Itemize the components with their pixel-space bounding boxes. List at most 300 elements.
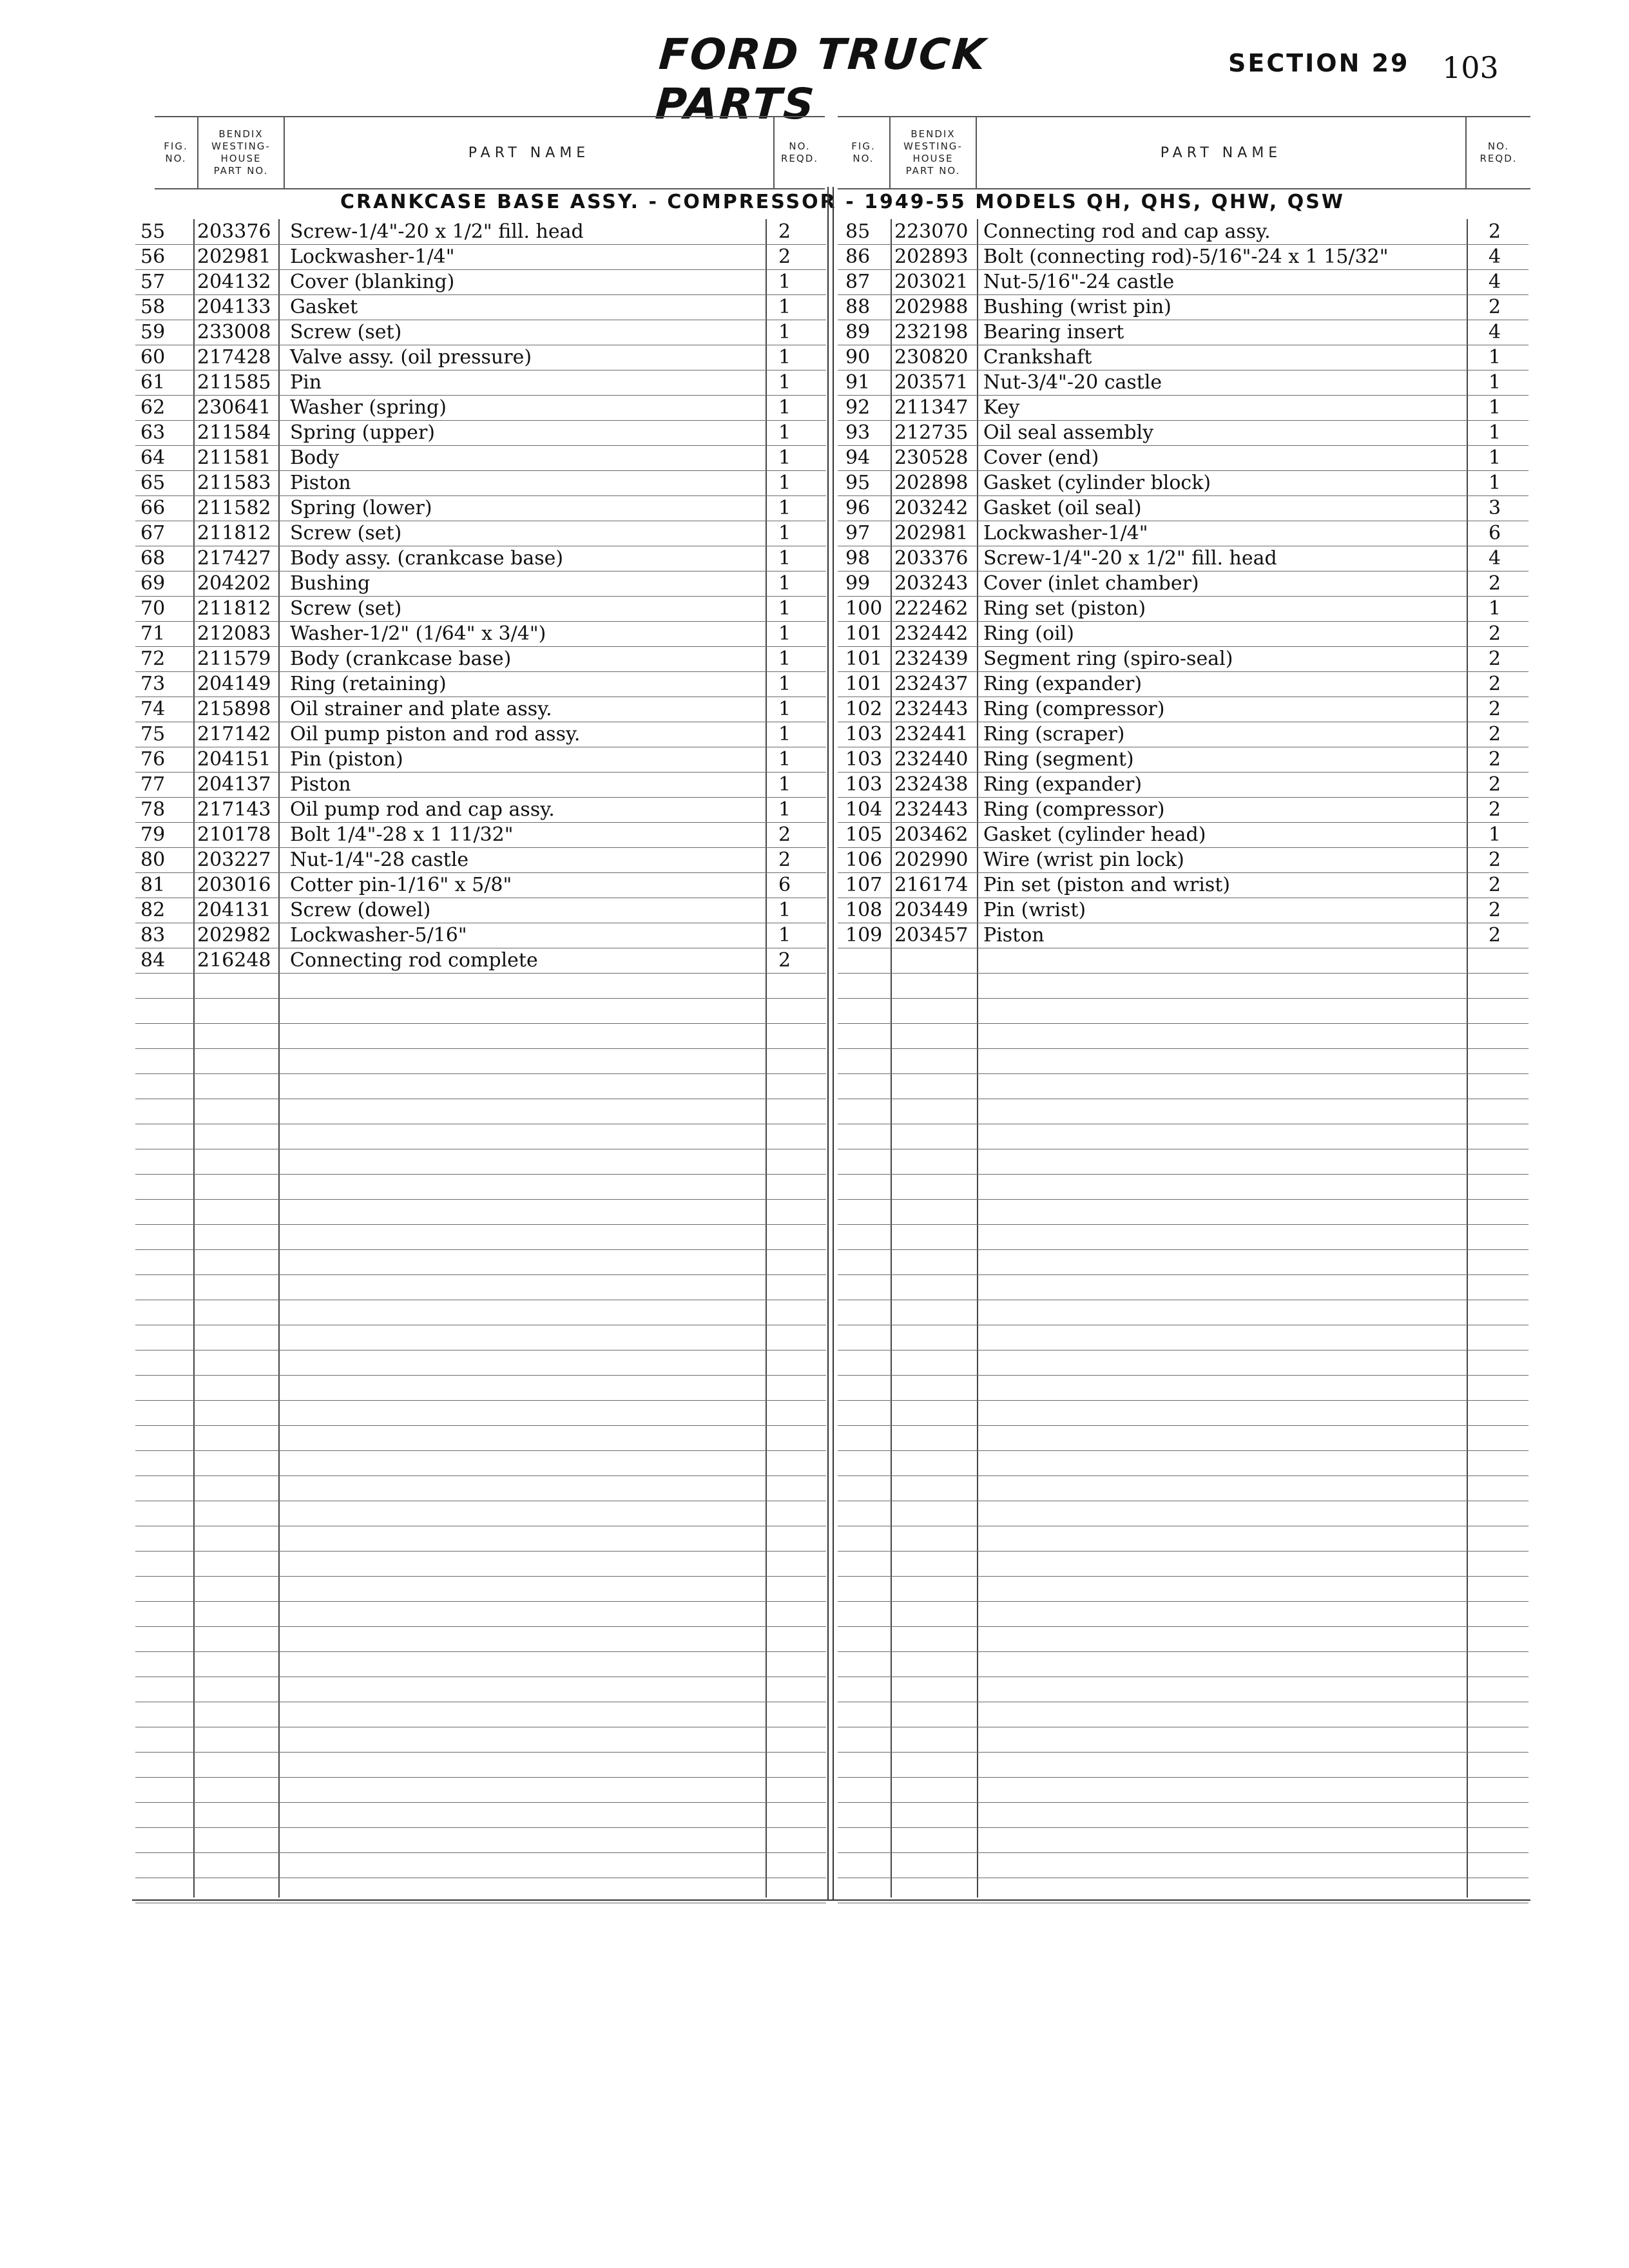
section-banner: CRANKCASE BASE ASSY. - COMPRESSOR - 1949-55 MODELS QH, QHS, QHW, QSW [340, 191, 1345, 213]
fig-no-cell: 98 [845, 547, 871, 570]
ruled-line [838, 596, 1528, 597]
part-no-header: BENDIX WESTING- HOUSE PART NO. [198, 117, 285, 188]
part-name-cell: Ring (compressor) [983, 698, 1165, 720]
fig-no-cell: 63 [140, 421, 166, 444]
page-title: FORD TRUCK PARTS [653, 30, 989, 129]
table-row [135, 294, 826, 320]
part-name-cell: Spring (lower) [290, 497, 432, 519]
ruled-line [135, 445, 826, 446]
qty-cell: 1 [778, 899, 791, 921]
part-no-cell: 232442 [894, 622, 969, 645]
ruled-line [838, 1274, 1528, 1275]
part-name-cell: Nut-1/4"-28 castle [290, 849, 469, 871]
table-row [135, 320, 826, 345]
table-row [135, 395, 826, 420]
part-no-cell: 211581 [197, 447, 271, 469]
ruled-line [838, 1400, 1528, 1401]
part-no-cell: 230820 [894, 346, 969, 369]
part-no-cell: 202898 [894, 472, 969, 494]
ruled-line [135, 1576, 826, 1577]
fig-no-cell: 83 [140, 924, 166, 947]
table-row [838, 646, 1528, 671]
qty-cell: 2 [778, 823, 791, 846]
part-no-cell: 217427 [197, 547, 271, 570]
part-name-cell: Piston [290, 472, 351, 494]
qty-cell: 1 [778, 346, 791, 369]
qty-cell: 2 [1489, 296, 1501, 318]
no-reqd-header: NO. REQD. [1480, 140, 1518, 164]
qty-cell: 1 [778, 447, 791, 469]
qty-cell: 1 [778, 296, 791, 318]
part-no-cell: 203227 [197, 849, 271, 871]
part-name-cell: Connecting rod and cap assy. [983, 220, 1271, 243]
table-row [838, 370, 1528, 395]
ruled-line [838, 1249, 1528, 1250]
qty-cell: 2 [1489, 220, 1501, 243]
ruled-line [838, 244, 1528, 245]
qty-cell: 2 [1489, 798, 1501, 821]
qty-cell: 2 [1489, 849, 1501, 871]
ruled-line [135, 1224, 826, 1225]
qty-cell: 2 [1489, 748, 1501, 771]
part-no-cell: 211582 [197, 497, 271, 519]
qty-cell: 2 [1489, 673, 1501, 695]
ruled-line [135, 1425, 826, 1426]
ruled-line [838, 847, 1528, 848]
fig-no-cell: 101 [845, 622, 883, 645]
part-name-cell: Body [290, 447, 340, 469]
qty-cell: 2 [778, 220, 791, 243]
part-name-cell: Pin set (piston and wrist) [983, 874, 1230, 896]
ruled-line [135, 973, 826, 974]
part-name-cell: Pin (piston) [290, 748, 403, 771]
ruled-line [135, 1475, 826, 1476]
table-row [838, 772, 1528, 797]
part-name-cell: Gasket [290, 296, 358, 318]
table-row [838, 320, 1528, 345]
ruled-line [135, 294, 826, 295]
table-row [838, 822, 1528, 847]
part-name-cell: Piston [290, 773, 351, 796]
table-row [838, 219, 1528, 244]
part-name-cell: Oil strainer and plate assy. [290, 698, 552, 720]
qty-cell: 1 [1489, 346, 1501, 369]
ruled-line [135, 470, 826, 471]
ruled-line [135, 1752, 826, 1753]
ruled-line [135, 998, 826, 999]
table-row [838, 797, 1528, 822]
fig-no-cell: 77 [140, 773, 166, 796]
table-row [838, 244, 1528, 269]
table-row [838, 395, 1528, 420]
part-name-cell: Valve assy. (oil pressure) [290, 346, 532, 369]
ruled-line [838, 1425, 1528, 1426]
center-divider [833, 187, 834, 1901]
qty-cell: 2 [1489, 773, 1501, 796]
part-no-cell: 212735 [894, 421, 969, 444]
qty-cell: 1 [778, 698, 791, 720]
right-column-header [838, 116, 1530, 189]
qty-cell: 1 [778, 773, 791, 796]
part-no-cell: 232443 [894, 798, 969, 821]
table-row [135, 244, 826, 269]
section-label: SECTION 29 [1228, 49, 1410, 77]
part-no-cell: 222462 [894, 597, 969, 620]
fig-no-cell: 103 [845, 773, 883, 796]
table-row [838, 923, 1528, 948]
fig-no-cell: 104 [845, 798, 883, 821]
table-row [838, 495, 1528, 521]
qty-cell: 1 [778, 472, 791, 494]
qty-cell: 2 [1489, 723, 1501, 745]
ruled-line [838, 998, 1528, 999]
fig-no-cell: 105 [845, 823, 883, 846]
ruled-line [838, 571, 1528, 572]
part-name-cell: Gasket (cylinder block) [983, 472, 1211, 494]
part-name-cell: Oil pump piston and rod assy. [290, 723, 581, 745]
part-name-cell: Key [983, 396, 1020, 419]
fig-no-cell: 96 [845, 497, 871, 519]
part-no-cell: 210178 [197, 823, 271, 846]
part-name-cell: Wire (wrist pin lock) [983, 849, 1184, 871]
fig-no-cell: 101 [845, 648, 883, 670]
ruled-line [838, 1601, 1528, 1602]
qty-cell: 1 [1489, 597, 1501, 620]
part-name-cell: Connecting rod complete [290, 949, 538, 972]
part-no-cell: 232437 [894, 673, 969, 695]
part-name-cell: Bushing [290, 572, 371, 595]
part-no-cell: 202981 [197, 245, 271, 268]
qty-cell: 2 [1489, 899, 1501, 921]
table-row [838, 269, 1528, 294]
table-row [135, 219, 826, 244]
part-no-cell: 204131 [197, 899, 271, 921]
qty-cell: 6 [1489, 522, 1501, 544]
ruled-line [838, 1551, 1528, 1552]
table-row [135, 898, 826, 923]
part-name-cell: Ring (compressor) [983, 798, 1165, 821]
part-no-cell: 202988 [894, 296, 969, 318]
fig-no-cell: 107 [845, 874, 883, 896]
table-row [135, 596, 826, 621]
part-no-cell: 211812 [197, 597, 271, 620]
part-no-cell: 217428 [197, 346, 271, 369]
table-row [838, 445, 1528, 470]
qty-cell: 2 [778, 849, 791, 871]
part-name-cell: Washer (spring) [290, 396, 447, 419]
qty-cell: 1 [778, 497, 791, 519]
table-row [135, 772, 826, 797]
fig-no-cell: 106 [845, 849, 883, 871]
ruled-line [838, 797, 1528, 798]
ruled-line [838, 470, 1528, 471]
part-no-header: BENDIX WESTING- HOUSE PART NO. [891, 117, 977, 188]
table-row [135, 872, 826, 898]
ruled-line [838, 445, 1528, 446]
part-no-cell: 232438 [894, 773, 969, 796]
qty-cell: 1 [778, 371, 791, 394]
part-no-cell: 203242 [894, 497, 969, 519]
table-row [838, 747, 1528, 772]
no-reqd-header: NO. REQD. [780, 140, 819, 164]
ruled-line [135, 822, 826, 823]
fig-no-cell: 89 [845, 321, 871, 343]
part-name-cell: Cover (blanking) [290, 271, 455, 293]
part-name-cell: Washer-1/2" (1/64" x 3/4") [290, 622, 546, 645]
table-row [135, 697, 826, 722]
table-row [838, 722, 1528, 747]
qty-cell: 1 [1489, 447, 1501, 469]
table-row [838, 470, 1528, 495]
qty-cell: 1 [1489, 823, 1501, 846]
ruled-line [838, 1475, 1528, 1476]
fig-no-cell: 95 [845, 472, 871, 494]
ruled-line [135, 1802, 826, 1803]
part-name-cell: Oil pump rod and cap assy. [290, 798, 555, 821]
fig-no-cell: 62 [140, 396, 166, 419]
fig-no-cell: 64 [140, 447, 166, 469]
ruled-line [838, 1802, 1528, 1803]
part-no-cell: 204202 [197, 572, 271, 595]
part-name-header: PART NAME [977, 117, 1467, 188]
qty-cell: 4 [1489, 547, 1501, 570]
fig-no-cell: 103 [845, 748, 883, 771]
fig-no-cell: 87 [845, 271, 871, 293]
ruled-line [838, 1199, 1528, 1200]
part-name-cell: Spring (upper) [290, 421, 435, 444]
part-no-cell: 204132 [197, 271, 271, 293]
part-no-cell: 203462 [894, 823, 969, 846]
part-name-cell: Crankshaft [983, 346, 1092, 369]
fig-no-cell: 97 [845, 522, 871, 544]
fig-no-cell: 99 [845, 572, 871, 595]
part-name-cell: Screw (dowel) [290, 899, 431, 921]
fig-no-cell: 103 [845, 723, 883, 745]
qty-cell: 1 [778, 622, 791, 645]
part-no-cell: 230528 [894, 447, 969, 469]
part-no-cell: 203376 [894, 547, 969, 570]
ruled-line [838, 1651, 1528, 1652]
ruled-line [838, 822, 1528, 823]
part-name-cell: Ring (expander) [983, 673, 1142, 695]
table-row [135, 420, 826, 445]
table-row [838, 596, 1528, 621]
table-row [838, 847, 1528, 872]
qty-cell: 2 [778, 949, 791, 972]
part-no-cell: 233008 [197, 321, 271, 343]
part-name-cell: Body assy. (crankcase base) [290, 547, 564, 570]
qty-cell: 1 [778, 396, 791, 419]
ruled-line [135, 571, 826, 572]
fig-no-cell: 73 [140, 673, 166, 695]
fig-no-cell: 88 [845, 296, 871, 318]
fig-no-cell: 66 [140, 497, 166, 519]
fig-no-cell: 109 [845, 924, 883, 947]
table-row [135, 621, 826, 646]
fig-no-cell: 65 [140, 472, 166, 494]
part-name-cell: Ring (scraper) [983, 723, 1125, 745]
table-row [838, 294, 1528, 320]
ruled-line [838, 973, 1528, 974]
table-row [838, 345, 1528, 370]
part-name-cell: Pin (wrist) [983, 899, 1086, 921]
part-name-cell: Screw-1/4"-20 x 1/2" fill. head [290, 220, 584, 243]
ruled-line [838, 1224, 1528, 1225]
ruled-line [135, 872, 826, 873]
center-divider [827, 187, 829, 1901]
table-row [135, 747, 826, 772]
qty-cell: 2 [1489, 698, 1501, 720]
fig-no-cell: 86 [845, 245, 871, 268]
table-row [838, 671, 1528, 697]
fig-no-cell: 69 [140, 572, 166, 595]
ruled-line [838, 646, 1528, 647]
fig-no-cell: 85 [845, 220, 871, 243]
ruled-line [838, 1752, 1528, 1753]
fig-no-cell: 100 [845, 597, 883, 620]
table-row [838, 571, 1528, 596]
fig-no-cell: 84 [140, 949, 166, 972]
fig-no-cell: 80 [140, 849, 166, 871]
qty-cell: 2 [778, 245, 791, 268]
ruled-line [838, 1576, 1528, 1577]
part-name-cell: Nut-3/4"-20 castle [983, 371, 1162, 394]
ruled-line [838, 269, 1528, 270]
fig-no-cell: 59 [140, 321, 166, 343]
part-name-cell: Screw (set) [290, 597, 402, 620]
qty-cell: 1 [778, 421, 791, 444]
right-parts-table [838, 219, 1528, 1898]
part-no-cell: 211583 [197, 472, 271, 494]
table-row [135, 722, 826, 747]
qty-cell: 1 [1489, 472, 1501, 494]
qty-cell: 1 [778, 648, 791, 670]
ruled-line [838, 1450, 1528, 1451]
ruled-line [838, 1023, 1528, 1024]
qty-cell: 2 [1489, 648, 1501, 670]
ruled-line [135, 847, 826, 848]
table-row [135, 571, 826, 596]
qty-cell: 1 [778, 798, 791, 821]
fig-no-cell: 57 [140, 271, 166, 293]
fig-no-cell: 61 [140, 371, 166, 394]
part-name-cell: Segment ring (spiro-seal) [983, 648, 1233, 670]
table-row [838, 697, 1528, 722]
ruled-line [838, 621, 1528, 622]
part-name-cell: Nut-5/16"-24 castle [983, 271, 1175, 293]
page-number: 103 [1442, 50, 1499, 85]
ruled-line [838, 1048, 1528, 1049]
ruled-line [838, 772, 1528, 773]
table-row [838, 521, 1528, 546]
table-row [838, 546, 1528, 571]
part-name-cell: Screw-1/4"-20 x 1/2" fill. head [983, 547, 1277, 570]
ruled-line [135, 1249, 826, 1250]
table-row [135, 521, 826, 546]
qty-cell: 1 [1489, 396, 1501, 419]
qty-cell: 1 [778, 673, 791, 695]
ruled-line [135, 1626, 826, 1627]
part-name-cell: Oil seal assembly [983, 421, 1154, 444]
ruled-line [838, 294, 1528, 295]
qty-cell: 4 [1489, 321, 1501, 343]
fig-no-header: FIG. NO. [838, 117, 891, 188]
fig-no-cell: 93 [845, 421, 871, 444]
ruled-line [135, 1651, 826, 1652]
fig-no-cell: 58 [140, 296, 166, 318]
qty-cell: 4 [1489, 245, 1501, 268]
part-no-cell: 204149 [197, 673, 271, 695]
part-name-cell: Lockwasher-1/4" [290, 245, 455, 268]
ruled-line [135, 395, 826, 396]
qty-cell: 2 [1489, 572, 1501, 595]
fig-no-cell: 81 [140, 874, 166, 896]
part-no-cell: 203243 [894, 572, 969, 595]
table-row [135, 269, 826, 294]
part-name-cell: Cotter pin-1/16" x 5/8" [290, 874, 512, 896]
ruled-line [135, 495, 826, 496]
part-no-cell: 215898 [197, 698, 271, 720]
part-no-cell: 232441 [894, 723, 969, 745]
ruled-line [135, 1174, 826, 1175]
ruled-line [135, 1777, 826, 1778]
part-no-cell: 232440 [894, 748, 969, 771]
ruled-line [135, 1023, 826, 1024]
part-no-cell: 216248 [197, 949, 271, 972]
fig-no-cell: 68 [140, 547, 166, 570]
part-no-cell: 204137 [197, 773, 271, 796]
table-row [135, 797, 826, 822]
fig-no-cell: 78 [140, 798, 166, 821]
table-row [135, 370, 826, 395]
qty-cell: 1 [1489, 371, 1501, 394]
table-row [135, 546, 826, 571]
qty-cell: 2 [1489, 622, 1501, 645]
part-no-cell: 217142 [197, 723, 271, 745]
part-name-cell: Ring (retaining) [290, 673, 447, 695]
table-row [135, 470, 826, 495]
ruled-line [135, 671, 826, 672]
part-no-cell: 203449 [894, 899, 969, 921]
qty-cell: 1 [778, 321, 791, 343]
part-name-cell: Bearing insert [983, 321, 1124, 343]
part-no-cell: 217143 [197, 798, 271, 821]
part-no-cell: 203016 [197, 874, 271, 896]
qty-cell: 1 [778, 597, 791, 620]
qty-cell: 1 [778, 748, 791, 771]
table-row [838, 420, 1528, 445]
qty-cell: 3 [1489, 497, 1501, 519]
part-name-cell: Cover (end) [983, 447, 1099, 469]
ruled-line [838, 1827, 1528, 1828]
ruled-line [838, 495, 1528, 496]
part-no-cell: 203457 [894, 924, 969, 947]
qty-cell: 2 [1489, 874, 1501, 896]
left-column-header [155, 116, 825, 189]
part-no-cell: 203571 [894, 371, 969, 394]
ruled-line [135, 1375, 826, 1376]
part-name-cell: Screw (set) [290, 522, 402, 544]
table-row [838, 872, 1528, 898]
ruled-line [135, 1601, 826, 1602]
fig-no-cell: 108 [845, 899, 883, 921]
qty-cell: 4 [1489, 271, 1501, 293]
ruled-line [838, 1852, 1528, 1853]
table-row [135, 847, 826, 872]
part-name-cell: Screw (set) [290, 321, 402, 343]
ruled-line [838, 1375, 1528, 1376]
table-row [135, 822, 826, 847]
